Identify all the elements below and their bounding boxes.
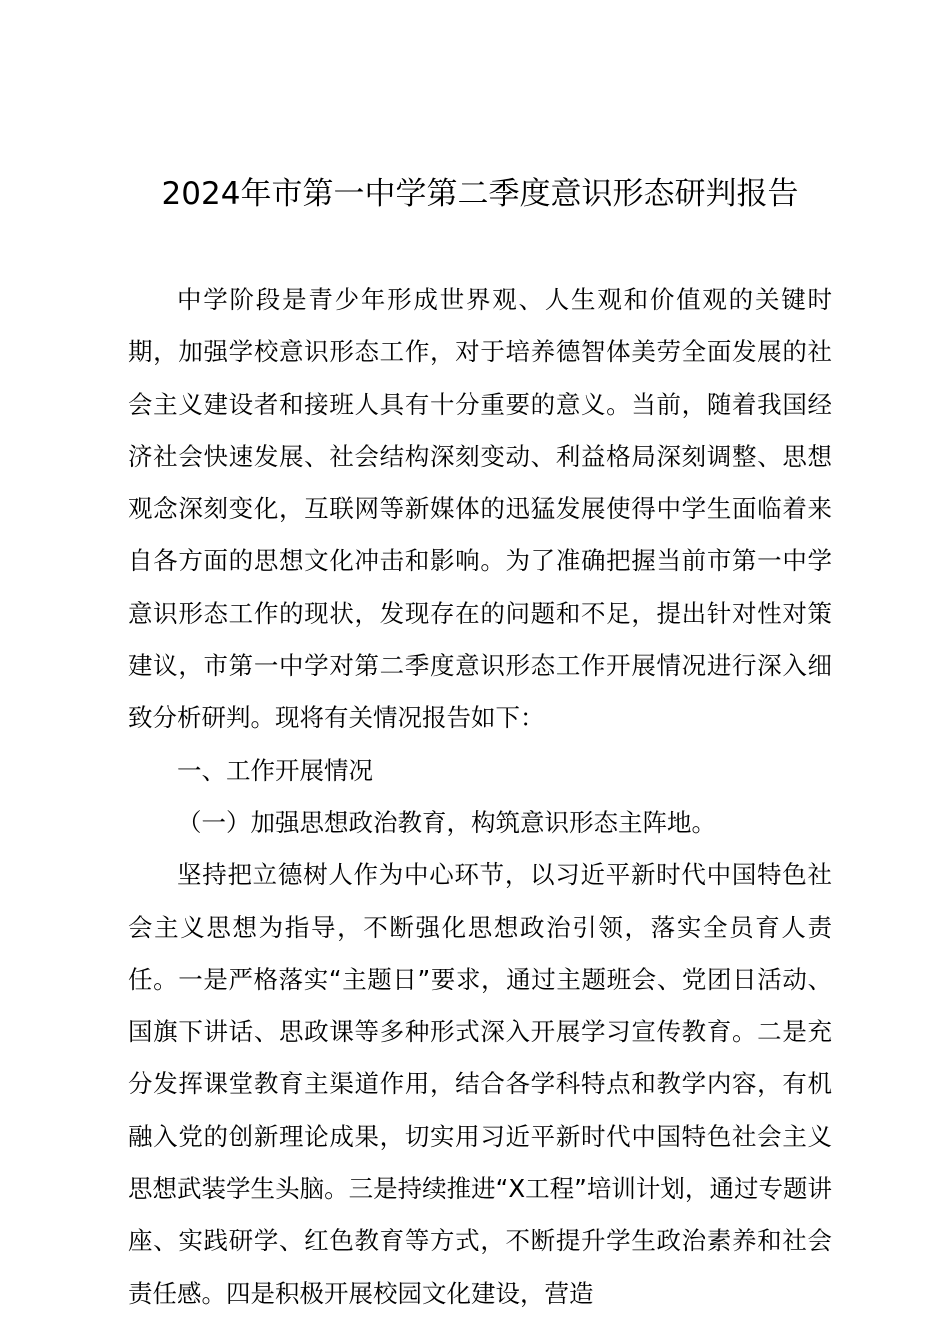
document-title: 2024年市第一中学第二季度意识形态研判报告 [161,176,799,212]
subsection-heading: （一）加强思想政治教育，构筑意识形态主阵地。 [177,807,716,837]
paragraph-intro: 中学阶段是青少年形成世界观、人生观和价值观的关键时期，加强学校意识形态工作，对于培养德智体美劳全面发展的社会主义建设者和接班人具有十分重要的意义。当前，随着我国经济社会快速发展、社会结构深刻变动、利益格局深刻调整、思想观念深刻变化，互联网等新媒体的迅猛发展使得中学生面临着来自各方面的思想文化冲击和影响。为了准确把握当前市第一中学意识形态工作的现状，发现存在的问题和不足，提出针对性对策建议，市第一中学对第二季度意识形态工作开展情况进行深入细致分析研判。现将有关情况报告如下： [128,285,832,733]
document-body [128,274,832,1320]
paragraph-body: 坚持把立德树人作为中心环节，以习近平新时代中国特色社会主义思想为指导，不断强化思想政治引领，落实全员育人责任。一是严格落实“主题日”要求，通过主题班会、党团日活动、国旗下讲话、思政课等多种形式深入开展学习宣传教育。二是充分发挥课堂教育主渠道作用，结合各学科特点和教学内容，有机融入党的创新理论成果，切实用习近平新时代中国特色社会主义思想武装学生头脑。三是持续推进“X工程”培训计划，通过专题讲座、实践研学、红色教育等方式，不断提升学生政治素养和社会责任感。四是积极开展校园文化建设，营造 [128,860,832,1308]
section-heading: 一、工作开展情况 [177,755,373,785]
